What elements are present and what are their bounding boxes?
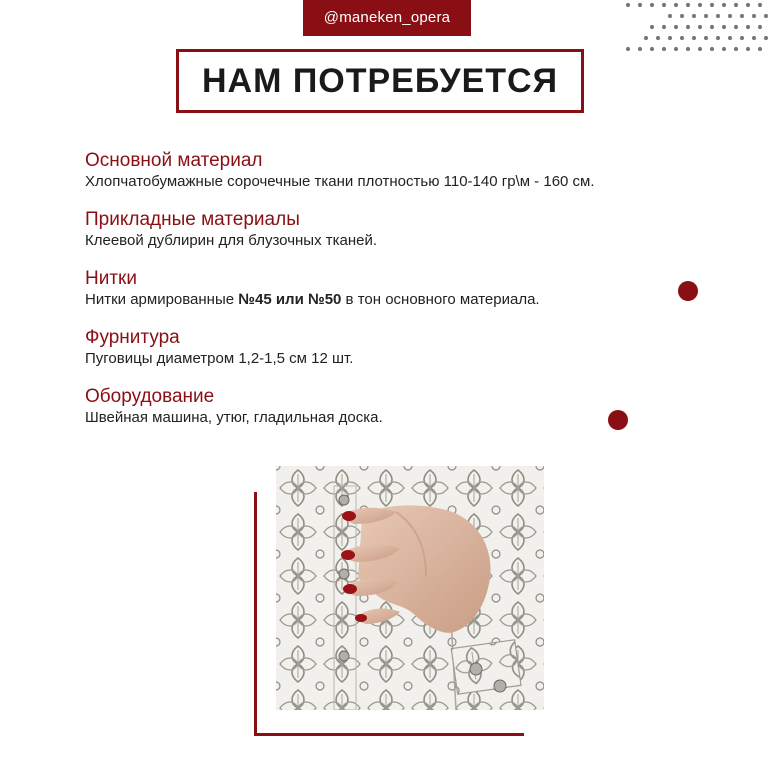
red-dot-decoration: [608, 410, 628, 430]
pattern-dot: [686, 25, 690, 29]
pattern-dot: [668, 14, 672, 18]
pattern-dot: [674, 47, 678, 51]
section-heading: Нитки: [85, 268, 137, 289]
section-heading: Фурнитура: [85, 327, 180, 348]
pattern-dot: [662, 25, 666, 29]
section-text: [85, 290, 705, 310]
pattern-dot: [674, 25, 678, 29]
pattern-dot: [626, 3, 630, 7]
pattern-dot: [626, 47, 630, 51]
pattern-dot: [746, 47, 750, 51]
pattern-dot: [734, 3, 738, 7]
pattern-dot: [686, 3, 690, 7]
pattern-dot: [704, 36, 708, 40]
section-applied-materials: [85, 209, 705, 251]
pattern-dot: [746, 3, 750, 7]
section-main-material: [85, 150, 705, 192]
pattern-dot: [758, 3, 762, 7]
pattern-dot: [764, 36, 768, 40]
pattern-dot: [734, 25, 738, 29]
pattern-dot: [668, 36, 672, 40]
pattern-dot: [674, 3, 678, 7]
shirt-photo-illustration: [276, 466, 544, 710]
pattern-dot: [638, 3, 642, 7]
pattern-dot: [746, 25, 750, 29]
pattern-dot: [704, 14, 708, 18]
red-dot-decoration: [678, 281, 698, 301]
pattern-dot: [680, 14, 684, 18]
pattern-dot: [662, 47, 666, 51]
pattern-dot: [728, 36, 732, 40]
section-heading: Оборудование: [85, 386, 215, 407]
threads-text-before: Нитки армированные: [85, 291, 239, 308]
pattern-dot: [698, 3, 702, 7]
instagram-handle-badge: @maneken_opera: [303, 0, 471, 36]
pattern-dot: [740, 36, 744, 40]
pattern-dot: [710, 47, 714, 51]
pattern-dot: [734, 47, 738, 51]
page-title: НАМ ПОТРЕБУЕТСЯ: [201, 61, 559, 100]
pattern-dot: [698, 25, 702, 29]
pattern-dot: [716, 36, 720, 40]
pattern-dot: [662, 3, 666, 7]
section-heading: Основной материал: [85, 150, 263, 171]
pattern-dot: [686, 47, 690, 51]
pattern-dot: [710, 25, 714, 29]
section-text: Швейная машина, утюг, гладильная доска.: [85, 409, 383, 426]
pattern-dot: [752, 14, 756, 18]
pattern-dot: [728, 14, 732, 18]
section-text: Пуговицы диаметром 1,2-1,5 см 12 шт.: [85, 350, 354, 367]
pattern-dot: [692, 36, 696, 40]
pattern-dot: [656, 36, 660, 40]
pattern-dot: [650, 47, 654, 51]
pattern-dot: [698, 47, 702, 51]
pattern-dot: [722, 25, 726, 29]
pattern-dot: [650, 25, 654, 29]
pattern-dot: [722, 3, 726, 7]
pattern-dot: [758, 25, 762, 29]
pattern-dot: [680, 36, 684, 40]
pattern-dot: [710, 3, 714, 7]
pattern-dot: [644, 36, 648, 40]
dot-pattern-decoration: [620, 0, 770, 55]
section-hardware: [85, 327, 705, 369]
section-text: Клеевой дублирин для блузочных тканей.: [85, 232, 378, 249]
pattern-dot: [638, 47, 642, 51]
pattern-dot: [650, 3, 654, 7]
title-box: [176, 49, 584, 113]
pattern-dot: [752, 36, 756, 40]
pattern-dot: [764, 14, 768, 18]
shirt-photo: [276, 466, 544, 710]
pattern-dot: [758, 47, 762, 51]
pattern-dot: [692, 14, 696, 18]
pattern-dot: [716, 14, 720, 18]
pattern-dot: [722, 47, 726, 51]
section-text: Хлопчатобумажные сорочечные ткани плотностью 110-140 гр\м - 160 см.: [85, 173, 595, 190]
section-threads: [85, 268, 705, 310]
pattern-dot: [740, 14, 744, 18]
section-heading: Прикладные материалы: [85, 209, 300, 230]
materials-list: [85, 150, 705, 445]
threads-number-bold: №45 или №50: [238, 291, 342, 308]
threads-text-after: в тон основного материала.: [341, 291, 540, 308]
